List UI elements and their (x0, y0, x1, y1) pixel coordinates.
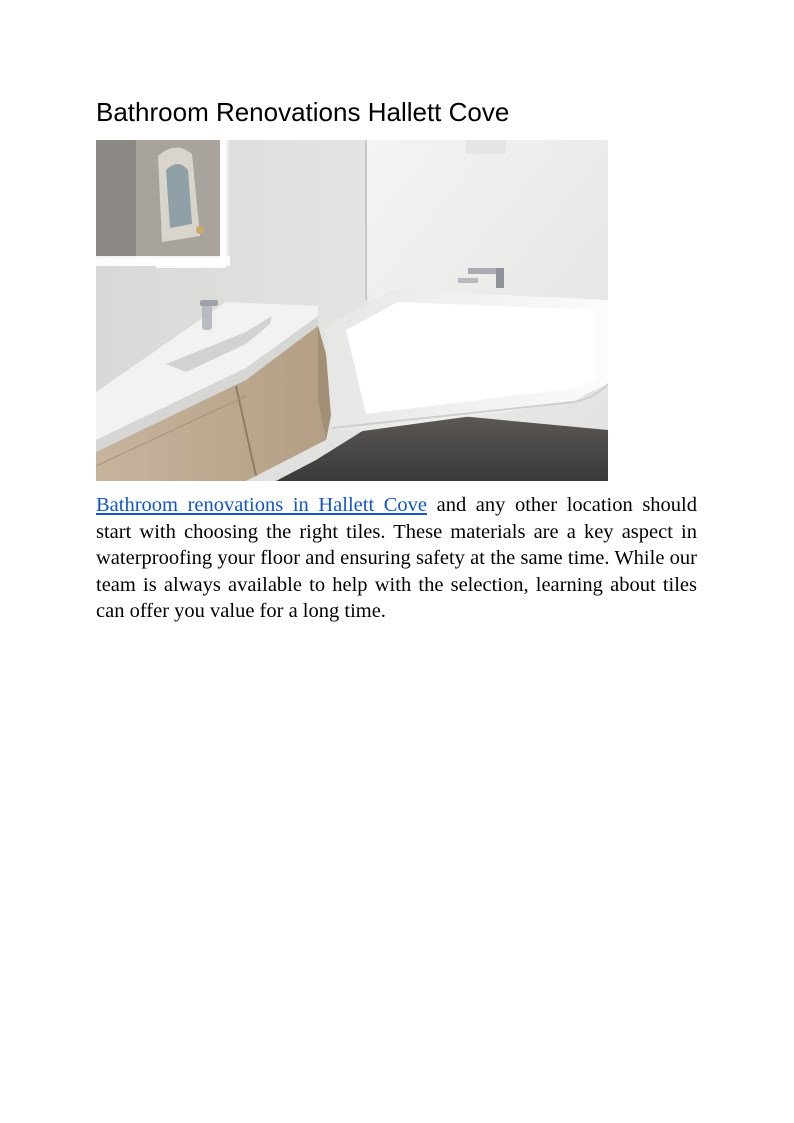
paragraph-text: and any other location should start with choosing the right tiles. These materials are a key aspect in waterproofing your floor and ensuring safety at the same time. While our team is always available to help with the selection, learning about tiles can offer you value for a long time. (96, 494, 698, 623)
intro-paragraph (96, 492, 697, 625)
bathroom-photo (96, 140, 608, 481)
page-title: Bathroom Renovations Hallett Cove (96, 97, 510, 127)
hallett-cove-renovations-link[interactable]: Bathroom renovations in Hallett Cove (96, 494, 428, 516)
bathroom-photo-graphic (96, 140, 608, 481)
